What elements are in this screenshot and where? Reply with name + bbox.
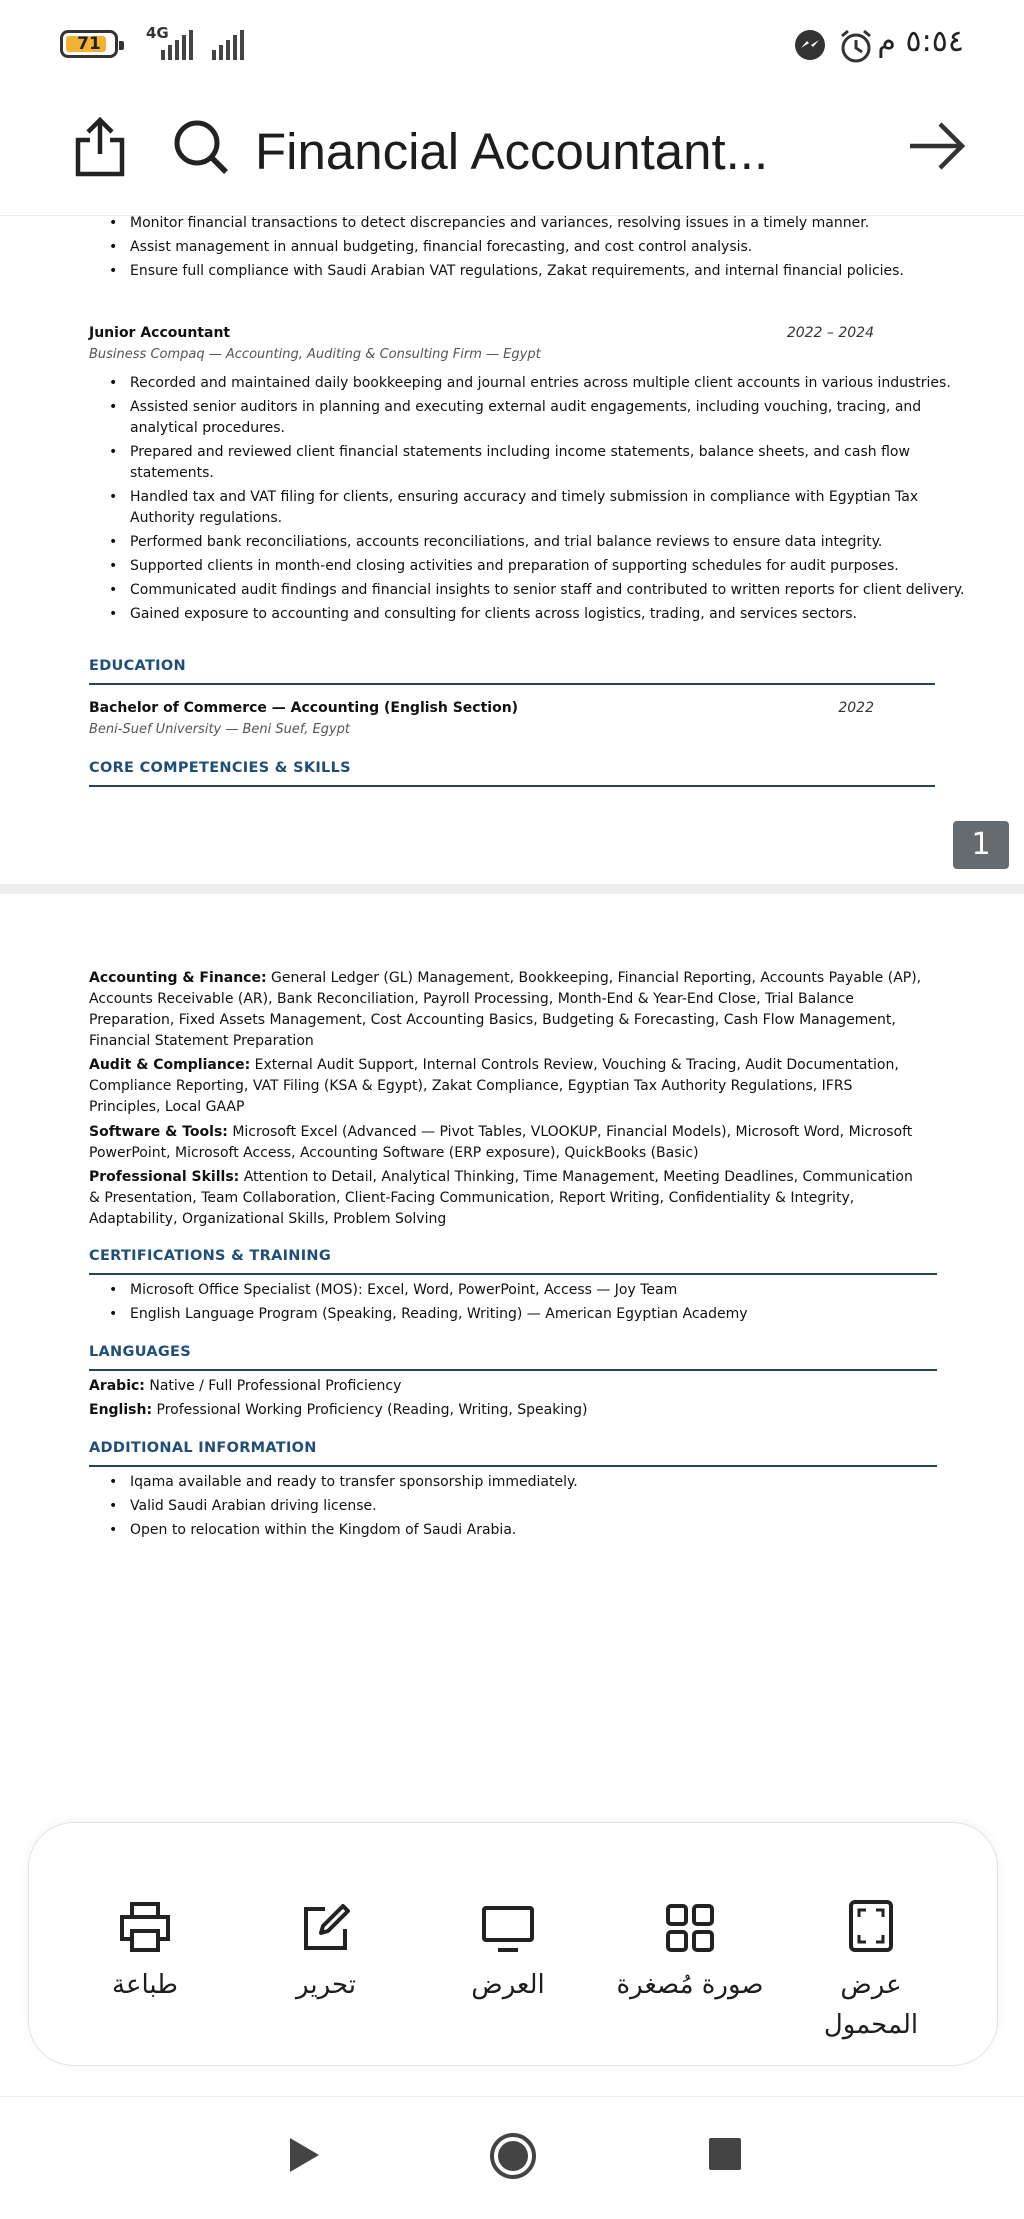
skill-accounting: Accounting & Finance: General Ledger (GL) Management, Bookkeeping, Financial Reporting, Accounts Payable (AP), Accounts Receivable (AR), Bank Reconciliation, Payroll Processing, Month-End & Year-End Close, Trial Balance Preparation, Fixed Assets Management, Cost Accounting Basics, Budgeting & Forecasting, Cash Flow Management, Financial Statement Preparation bbox=[89, 970, 922, 1049]
list-item: • Gained exposure to accounting and consulting for clients across logistics, trading, and services sectors. bbox=[130, 604, 970, 625]
bottom-action-sheet bbox=[28, 1822, 998, 2066]
signal-icon bbox=[145, 30, 205, 60]
edit-label: تحرير bbox=[296, 1970, 356, 2000]
messenger-icon bbox=[793, 28, 827, 62]
list-item: • Ensure full compliance with Saudi Arabian VAT regulations, Zakat requirements, and internal financial policies. bbox=[130, 261, 990, 282]
print-label: طباعة bbox=[112, 1970, 178, 2000]
thumbnails-button[interactable] bbox=[600, 1893, 780, 2005]
section-heading-languages: LANGUAGES bbox=[89, 1342, 937, 1371]
printer-icon bbox=[118, 1901, 172, 1953]
list-item: • Performed bank reconciliations, accounts reconciliations, and trial balance reviews to ensure data integrity. bbox=[130, 532, 970, 553]
battery-level: 71 bbox=[77, 34, 101, 54]
document-page-1[interactable] bbox=[0, 216, 1024, 884]
mobile-view-label: عرض المحمول bbox=[823, 1970, 919, 2040]
page-number-badge: 1 bbox=[953, 821, 1009, 869]
alarm-icon bbox=[838, 28, 874, 64]
additional-list bbox=[89, 1472, 970, 1541]
skill-audit: Audit & Compliance: External Audit Support, Internal Controls Review, Vouching & Tracing, Audit Documentation, Compliance Reporting, VAT Filing (KSA & Egypt), Zakat Compliance, Egyptian Tax Authority Regulations, IFRS Principles, Local GAAP bbox=[89, 1057, 899, 1115]
list-item: • Open to relocation within the Kingdom of Saudi Arabia. bbox=[130, 1520, 970, 1541]
signal-icon bbox=[210, 30, 252, 60]
top-bullet-list bbox=[89, 213, 990, 282]
section-heading-certifications: CERTIFICATIONS & TRAINING bbox=[89, 1246, 937, 1275]
list-item: • Assist management in annual budgeting, financial forecasting, and cost control analysis. bbox=[130, 237, 990, 258]
skill-software: Software & Tools: Microsoft Excel (Advanced — Pivot Tables, VLOOKUP, Financial Models), Microsoft Word, Microsoft PowerPoint, Microsoft Access, Accounting Software (ERP exposure), QuickBooks (Basic) bbox=[89, 1124, 913, 1161]
app-bar bbox=[0, 90, 1024, 216]
list-item: • Monitor financial transactions to detect discrepancies and variances, resolving issues in a timely manner. bbox=[130, 213, 990, 234]
job-company: Business Compaq — Accounting, Auditing & Consulting Firm — Egypt bbox=[89, 347, 541, 362]
mobile-view-button[interactable] bbox=[781, 1893, 961, 2045]
graduation-year: 2022 bbox=[838, 700, 874, 716]
recents-square-icon[interactable] bbox=[708, 2137, 742, 2171]
list-item: • Microsoft Office Specialist (MOS): Excel, Word, PowerPoint, Access — Joy Team bbox=[130, 1280, 970, 1301]
grid-icon bbox=[665, 1903, 715, 1953]
forward-arrow-icon[interactable] bbox=[906, 118, 968, 174]
back-triangle-icon[interactable] bbox=[286, 2135, 322, 2175]
section-heading-education: EDUCATION bbox=[89, 656, 935, 685]
job-title: Junior Accountant bbox=[89, 325, 231, 341]
skill-professional: Professional Skills: Attention to Detail, Analytical Thinking, Time Management, Meeting Deadlines, Communication & Presentation, Team Collaboration, Client-Facing Communication, Report Writing, Confidentiality & Integrity, Adaptability, Organizational Skills, Problem Solving bbox=[89, 1169, 913, 1227]
edit-button[interactable] bbox=[236, 1893, 416, 2005]
search-icon[interactable] bbox=[170, 116, 232, 178]
list-item: • Communicated audit findings and financial insights to senior staff and contributed to written reports for client delivery. bbox=[130, 580, 970, 601]
edit-icon bbox=[301, 1903, 351, 1953]
list-item: • Assisted senior auditors in planning and executing external audit engagements, including vouching, tracing, and analytical procedures. bbox=[130, 397, 970, 439]
clock: ٥:٥٤ م bbox=[877, 24, 964, 59]
school: Beni-Suef University — Beni Suef, Egypt bbox=[89, 722, 351, 737]
document-page-2[interactable] bbox=[0, 894, 1024, 1824]
list-item: • Supported clients in month-end closing activities and preparation of supporting schedules for audit purposes. bbox=[130, 556, 970, 577]
education-entry bbox=[89, 698, 874, 740]
job-header bbox=[89, 323, 874, 365]
language-english: English: Professional Working Proficiency (Reading, Writing, Speaking) bbox=[89, 1402, 588, 1418]
list-item: • Recorded and maintained daily bookkeeping and journal entries across multiple client accounts in various industries. bbox=[130, 373, 970, 394]
section-heading-additional: ADDITIONAL INFORMATION bbox=[89, 1438, 937, 1467]
job-bullet-list bbox=[89, 373, 970, 625]
share-icon[interactable] bbox=[72, 116, 128, 178]
degree: Bachelor of Commerce — Accounting (English Section) bbox=[89, 700, 519, 716]
list-item: • Handled tax and VAT filing for clients, ensuring accuracy and timely submission in compliance with Egyptian Tax Authority regulations. bbox=[130, 487, 970, 529]
print-button[interactable] bbox=[55, 1893, 235, 2005]
job-dates: 2022 – 2024 bbox=[786, 325, 874, 341]
battery-indicator bbox=[60, 30, 118, 58]
certifications-list bbox=[89, 1280, 970, 1325]
page-separator bbox=[0, 884, 1024, 894]
list-item: • Valid Saudi Arabian driving license. bbox=[130, 1496, 970, 1517]
home-circle-icon[interactable] bbox=[488, 2131, 538, 2181]
document-title: Financial Accountant... bbox=[255, 123, 769, 180]
system-nav-bar bbox=[0, 2096, 1024, 2219]
view-button[interactable] bbox=[418, 1893, 598, 2005]
status-bar bbox=[0, 0, 1024, 90]
language-arabic: Arabic: Native / Full Professional Proficiency bbox=[89, 1378, 402, 1394]
list-item: • English Language Program (Speaking, Reading, Writing) — American Egyptian Academy bbox=[130, 1304, 970, 1325]
monitor-icon bbox=[481, 1905, 535, 1953]
view-label: العرض bbox=[471, 1970, 545, 2000]
network-type: 4G bbox=[146, 24, 169, 42]
list-item: • Prepared and reviewed client financial statements including income statements, balance sheets, and cash flow statements. bbox=[130, 442, 970, 484]
section-heading-skills: CORE COMPETENCIES & SKILLS bbox=[89, 758, 935, 787]
fullscreen-icon bbox=[848, 1899, 894, 1953]
thumbnails-label: صورة مُصغرة bbox=[616, 1970, 764, 2000]
list-item: • Iqama available and ready to transfer sponsorship immediately. bbox=[130, 1472, 970, 1493]
